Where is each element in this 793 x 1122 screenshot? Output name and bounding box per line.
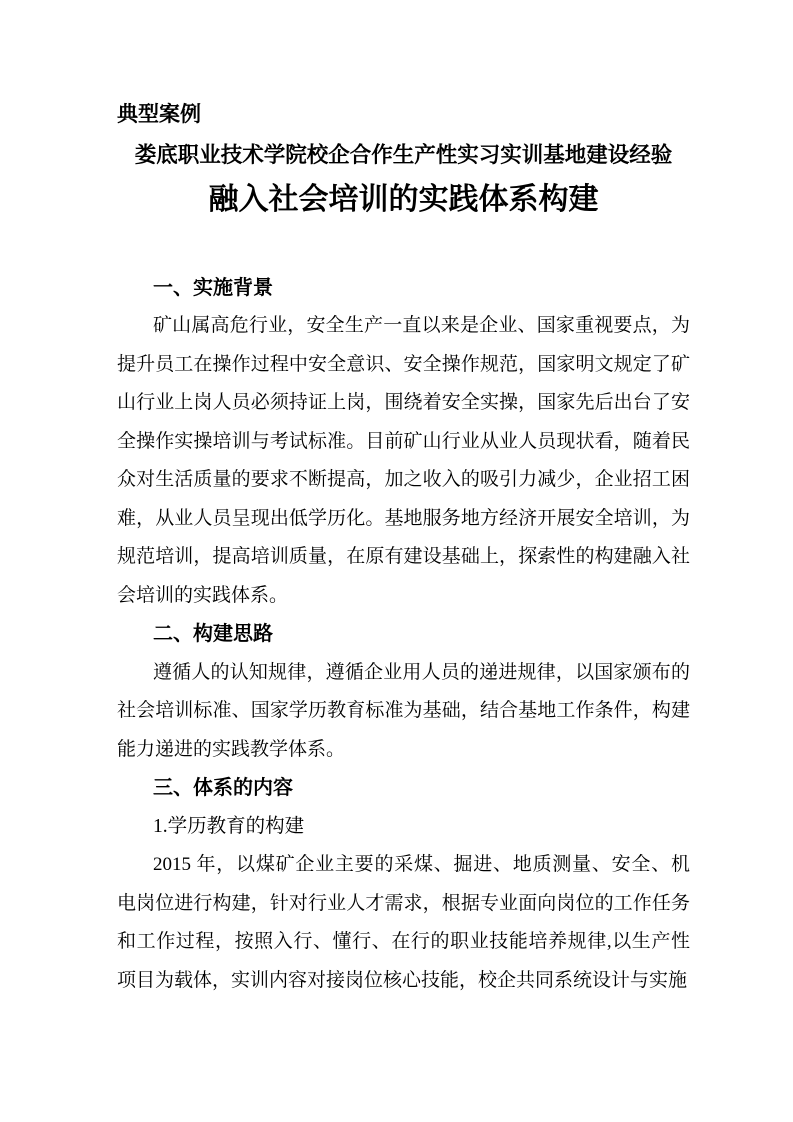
text-line: 全操作实操培训与考试标准。目前矿山行业从业人员现状看，随着民 [117,430,690,452]
text-line: 社会培训标准、国家学历教育标准为基础，结合基地工作条件，构建 [117,700,690,721]
text-line: 项目为载体，实训内容对接岗位核心技能，校企共同系统设计与实施 [117,969,688,991]
text-line: 会培训的实践体系。 [117,584,289,606]
text-line: 规范培训，提高培训质量，在原有建设基础上，探索性的构建融入社 [117,546,690,567]
text-line: 难，从业人员呈现出低学历化。基地服务地方经济开展安全培训，为 [117,507,690,529]
section-heading: 三、体系的内容 [153,777,293,799]
text-line: 电岗位进行构建，针对行业人才需求，根据专业面向岗位的工作任务 [117,892,690,914]
text-line: 2015 年，以煤矿企业主要的采煤、掘进、地质测量、安全、机 [153,854,690,875]
section-implementation-background [117,269,690,616]
section-system-content [117,769,690,1000]
text-line: 众对生活质量的要求不断提高，加之收入的吸引力减少，企业招工困 [117,469,690,490]
section-heading: 二、构建思路 [153,623,273,645]
document-subtitle: 娄底职业技术学院校企合作生产性实习实训基地建设经验 [134,142,673,167]
section-heading: 一、实施背景 [153,276,273,299]
text-line: 矿山属高危行业，安全生产一直以来是企业、国家重视要点，为 [153,315,690,336]
section-construction-approach [117,615,690,769]
text-line: 和工作过程，按照入行、懂行、在行的职业技能培养规律,以生产性 [117,931,690,952]
paragraph [117,846,690,1000]
text-line: 提升员工在操作过程中安全意识、安全操作规范，国家明文规定了矿 [117,353,690,375]
text-line: 遵循人的认知规律，遵循企业用人员的递进规律，以国家颁布的 [153,661,690,683]
paragraph [117,307,690,615]
text-line: 能力递进的实践教学体系。 [117,738,346,760]
sub-heading: 1.学历教育的构建 [153,815,305,837]
text-line: 山行业上岗人员必须持证上岗，围绕着安全实操，国家先后出台了安 [117,392,690,413]
document-label: 典型案例 [117,103,201,126]
paragraph [117,654,690,770]
title-spacer [117,225,690,269]
document-title: 融入社会培训的实践体系构建 [208,182,599,216]
